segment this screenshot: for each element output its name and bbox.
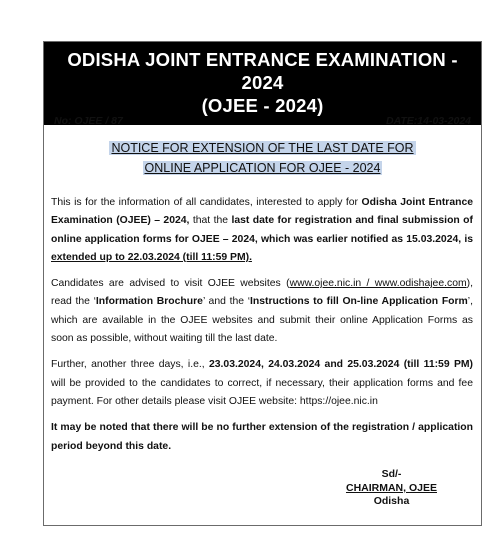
signature-block	[346, 468, 437, 509]
bold-text: Odisha Joint Entrance Examination (OJEE) – 2024,	[51, 197, 474, 227]
subject-line-2: ONLINE APPLICATION FOR OJEE - 2024	[144, 161, 381, 175]
text: Further, another three days, i.e.,	[51, 359, 209, 371]
signatory-place: Odisha	[373, 495, 410, 507]
text: ’ and the ‘	[202, 296, 251, 308]
header-title: ODISHA JOINT ENTRANCE EXAMINATION - 2024	[67, 49, 458, 93]
text: Candidates are advised to visit OJEE websites (	[51, 278, 290, 290]
extended-date-text: extended up to 22.03.2024 (till 11:59 PM).	[51, 251, 252, 263]
bold-text: Instructions to fill On-line Application Form	[250, 296, 468, 308]
notice-subject	[44, 138, 481, 178]
websites-link[interactable]: www.ojee.nic.in / www.odishajee.com	[289, 278, 467, 290]
notice-body	[51, 194, 473, 464]
header-subtitle: (OJEE - 2024)	[201, 95, 324, 116]
notice-document	[43, 41, 482, 526]
text: will be provided to the candidates to correct, if necessary, their application forms and fee payment. For other details please visit OJEE website: https://ojee.nic.in	[51, 377, 473, 407]
paragraph-extension	[51, 194, 473, 267]
paragraph-correction	[51, 356, 473, 411]
text: ’, which are available in the OJEE websites and submit their online Application Forms as soon as possible, without waiting till the last date.	[51, 296, 473, 345]
text: This is for the information of all candidates, interested to apply for	[51, 197, 362, 208]
reference-number: No: OJEE / 87	[54, 115, 123, 127]
notice-date: DATE:14-03-2024	[385, 115, 471, 127]
bold-text: last date for registration and final submission of online application forms for OJEE – 2024, which was earlier notified as 15.03.2024, is	[51, 215, 473, 245]
text: ), read the ‘	[51, 278, 473, 308]
paragraph-no-extension	[51, 419, 473, 456]
bold-text: It may be noted that there will be no further extension of the registration / application period beyond this date.	[51, 422, 473, 452]
text: that the	[189, 215, 232, 227]
bold-text: Information Brochure	[95, 296, 203, 308]
bold-text: 23.03.2024, 24.03.2024 and 25.03.2024 (till 11:59 PM)	[208, 359, 473, 371]
signatory-title: CHAIRMAN, OJEE	[345, 481, 437, 494]
header-banner	[44, 42, 481, 125]
signature-sd: Sd/-	[381, 468, 402, 480]
paragraph-websites	[51, 275, 473, 348]
subject-line-1: NOTICE FOR EXTENSION OF THE LAST DATE FOR	[111, 141, 414, 155]
